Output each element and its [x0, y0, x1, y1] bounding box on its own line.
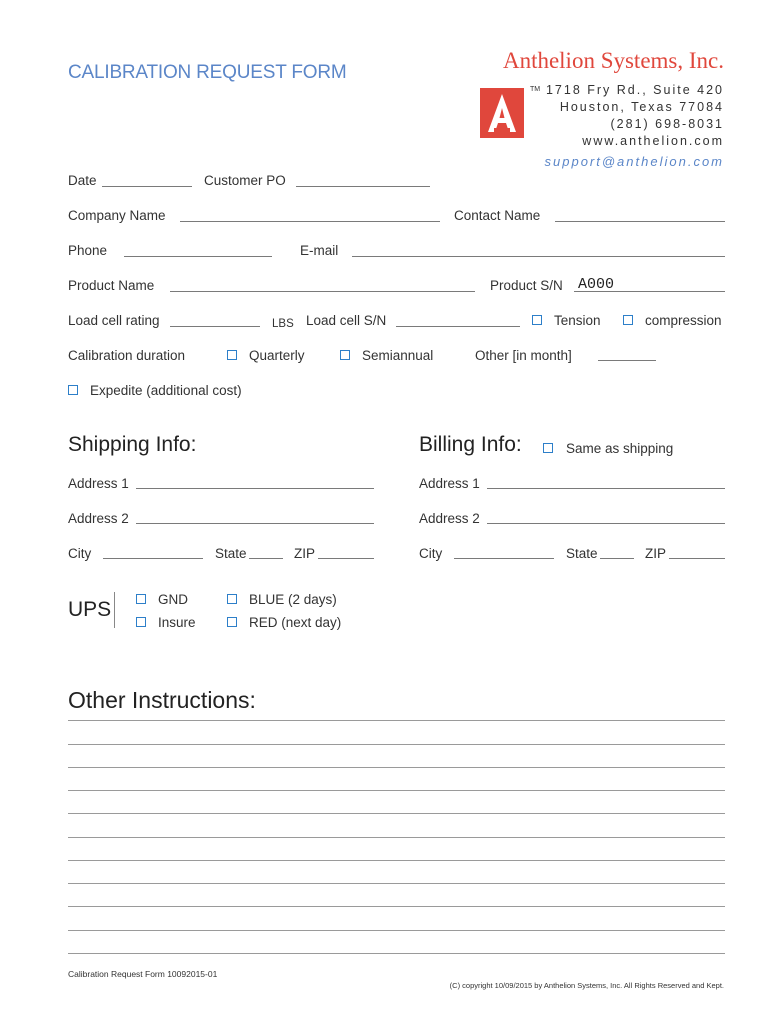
insure-checkbox[interactable] — [136, 617, 146, 627]
phone-field[interactable] — [124, 256, 272, 257]
quarterly-label: Quarterly — [249, 348, 305, 363]
semiannual-checkbox[interactable] — [340, 350, 350, 360]
shipping-address1-field[interactable] — [136, 488, 374, 489]
billing-city-label: City — [419, 546, 443, 561]
product-sn-label: Product S/N — [490, 278, 563, 293]
form-title: CALIBRATION REQUEST FORM — [68, 62, 347, 83]
expedite-checkbox[interactable] — [68, 385, 78, 395]
instructions-line[interactable] — [68, 767, 725, 768]
expedite-label: Expedite (additional cost) — [90, 383, 242, 398]
instructions-line[interactable] — [68, 790, 725, 791]
instructions-line[interactable] — [68, 953, 725, 954]
shipping-zip-field[interactable] — [318, 558, 374, 559]
compression-label: compression — [645, 313, 722, 328]
load-cell-sn-label: Load cell S/N — [306, 313, 387, 328]
contact-name-field[interactable] — [555, 221, 725, 222]
billing-address1-field[interactable] — [487, 488, 725, 489]
instructions-line[interactable] — [68, 744, 725, 745]
billing-city-field[interactable] — [454, 558, 554, 559]
red-label: RED (next day) — [249, 615, 342, 630]
other-month-field[interactable] — [598, 360, 656, 361]
customer-po-label: Customer PO — [204, 173, 286, 188]
gnd-checkbox[interactable] — [136, 594, 146, 604]
ups-label: UPS — [68, 598, 112, 621]
shipping-city-field[interactable] — [103, 558, 203, 559]
company-name-label: Company Name — [68, 208, 166, 223]
form-id: Calibration Request Form 10092015-01 — [68, 969, 218, 979]
email-label: E-mail — [300, 243, 339, 258]
product-name-label: Product Name — [68, 278, 155, 293]
company-logo — [480, 88, 524, 138]
billing-state-label: State — [566, 546, 598, 561]
other-month-label: Other [in month] — [475, 348, 572, 363]
shipping-address1-label: Address 1 — [68, 476, 129, 491]
support-email[interactable]: support@anthelion.com — [544, 154, 724, 169]
blue-label: BLUE (2 days) — [249, 592, 337, 607]
product-sn-field[interactable] — [574, 291, 725, 292]
lbs-unit: LBS — [272, 318, 294, 330]
product-name-field[interactable] — [170, 291, 475, 292]
tension-checkbox[interactable] — [532, 315, 542, 325]
email-field[interactable] — [352, 256, 725, 257]
billing-address1-label: Address 1 — [419, 476, 480, 491]
shipping-heading: Shipping Info: — [68, 433, 197, 456]
billing-address2-field[interactable] — [487, 523, 725, 524]
company-name: Anthelion Systems, Inc. — [502, 48, 724, 73]
billing-address2-label: Address 2 — [419, 511, 480, 526]
company-name-field[interactable] — [180, 221, 440, 222]
company-phone: (281) 698-8031 — [610, 117, 724, 131]
instructions-line[interactable] — [68, 813, 725, 814]
date-field[interactable] — [102, 186, 192, 187]
instructions-line[interactable] — [68, 837, 725, 838]
same-as-shipping-label: Same as shipping — [566, 441, 674, 456]
instructions-heading: Other Instructions: — [68, 687, 256, 713]
phone-label: Phone — [68, 243, 108, 258]
trademark-mark: TM — [530, 86, 541, 93]
billing-zip-field[interactable] — [669, 558, 725, 559]
customer-po-field[interactable] — [296, 186, 430, 187]
instructions-line[interactable] — [68, 906, 725, 907]
shipping-state-field[interactable] — [249, 558, 283, 559]
shipping-city-label: City — [68, 546, 92, 561]
billing-zip-label: ZIP — [645, 546, 667, 561]
load-cell-sn-field[interactable] — [396, 326, 520, 327]
ups-divider — [114, 592, 115, 628]
gnd-label: GND — [158, 592, 188, 607]
contact-name-label: Contact Name — [454, 208, 541, 223]
insure-label: Insure — [158, 615, 196, 630]
address-line-1: 1718 Fry Rd., Suite 420 — [545, 83, 724, 97]
shipping-address2-field[interactable] — [136, 523, 374, 524]
semiannual-label: Semiannual — [362, 348, 434, 363]
shipping-zip-label: ZIP — [294, 546, 316, 561]
blue-checkbox[interactable] — [227, 594, 237, 604]
calibration-duration-label: Calibration duration — [68, 348, 186, 363]
red-checkbox[interactable] — [227, 617, 237, 627]
product-sn-value[interactable]: A000 — [578, 276, 615, 293]
copyright: (C) copyright 10/09/2015 by Anthelion Systems, Inc. All Rights Reserved and Kept. — [449, 981, 724, 990]
billing-heading: Billing Info: — [419, 433, 522, 456]
compression-checkbox[interactable] — [623, 315, 633, 325]
tension-label: Tension — [554, 313, 601, 328]
shipping-state-label: State — [215, 546, 247, 561]
instructions-line[interactable] — [68, 930, 725, 931]
instructions-line[interactable] — [68, 883, 725, 884]
instructions-line[interactable] — [68, 720, 725, 721]
same-as-shipping-checkbox[interactable] — [543, 443, 553, 453]
shipping-address2-label: Address 2 — [68, 511, 129, 526]
company-website[interactable]: www.anthelion.com — [582, 134, 724, 148]
load-cell-rating-label: Load cell rating — [68, 313, 160, 328]
billing-state-field[interactable] — [600, 558, 634, 559]
load-cell-rating-field[interactable] — [170, 326, 260, 327]
address-line-2: Houston, Texas 77084 — [559, 100, 724, 114]
date-label: Date — [68, 173, 97, 188]
instructions-line[interactable] — [68, 860, 725, 861]
quarterly-checkbox[interactable] — [227, 350, 237, 360]
